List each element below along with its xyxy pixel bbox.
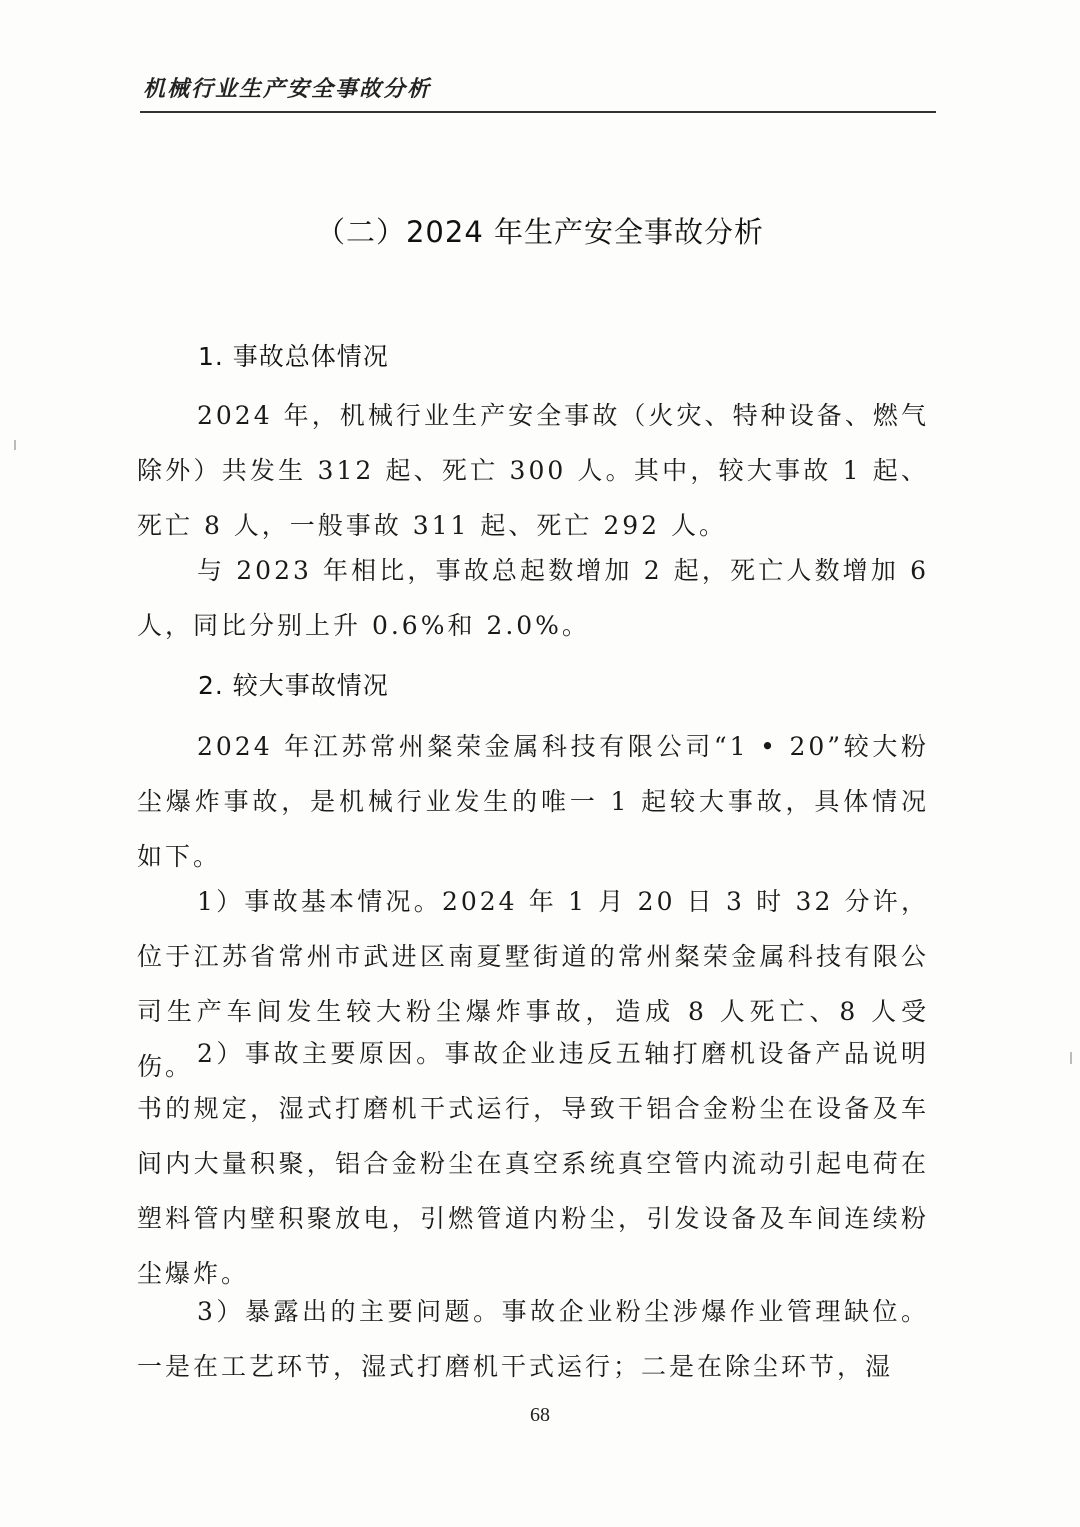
page-number: 68 bbox=[530, 1404, 550, 1426]
subheading-overall: 1. 事故总体情况 bbox=[198, 342, 389, 371]
running-header: 机械行业生产安全事故分析 bbox=[143, 77, 432, 102]
paragraph-main-causes: 2）事故主要原因。事故企业违反五轴打磨机设备产品说明书的规定，湿式打磨机干式运行，导致干铝合金粉尘在设备及车间内大量积聚，铝合金粉尘在真空系统真空管内流动引起电荷在塑料管内壁积聚放电，引燃管道内粉尘，引发设备及车间连续粉尘爆炸。 bbox=[137, 1039, 929, 1288]
scan-mark-left bbox=[14, 440, 16, 450]
paragraph-basic-situation: 1）事故基本情况。2024 年 1 月 20 日 3 时 32 分许，位于江苏省常州市武进区南夏墅街道的常州粲荣金属科技有限公司生产车间发生较大粉尘爆炸事故，造成 8 人死亡、8 人受伤。 bbox=[137, 887, 929, 1081]
scan-mark-right bbox=[1070, 1052, 1072, 1064]
subheading-major-accident: 2. 较大事故情况 bbox=[198, 671, 389, 700]
paragraph-overall-stats: 2024 年，机械行业生产安全事故（火灾、特种设备、燃气除外）共发生 312 起、死亡 300 人。其中，较大事故 1 起、死亡 8 人，一般事故 311 起、死亡 292 人。 bbox=[137, 401, 929, 540]
paragraph-year-comparison: 与 2023 年相比，事故总起数增加 2 起，死亡人数增加 6 人，同比分别上升 0.6%和 2.0%。 bbox=[137, 556, 929, 640]
section-title: （二）2024 年生产安全事故分析 bbox=[315, 215, 765, 249]
header-rule bbox=[140, 111, 936, 113]
paragraph-major-accident-intro: 2024 年江苏常州粲荣金属科技有限公司“1 • 20”较大粉尘爆炸事故，是机械行业发生的唯一 1 起较大事故，具体情况如下。 bbox=[137, 732, 929, 871]
paragraph-exposed-problems: 3）暴露出的主要问题。事故企业粉尘涉爆作业管理缺位。一是在工艺环节，湿式打磨机干式运行；二是在除尘环节，湿 bbox=[137, 1297, 929, 1381]
